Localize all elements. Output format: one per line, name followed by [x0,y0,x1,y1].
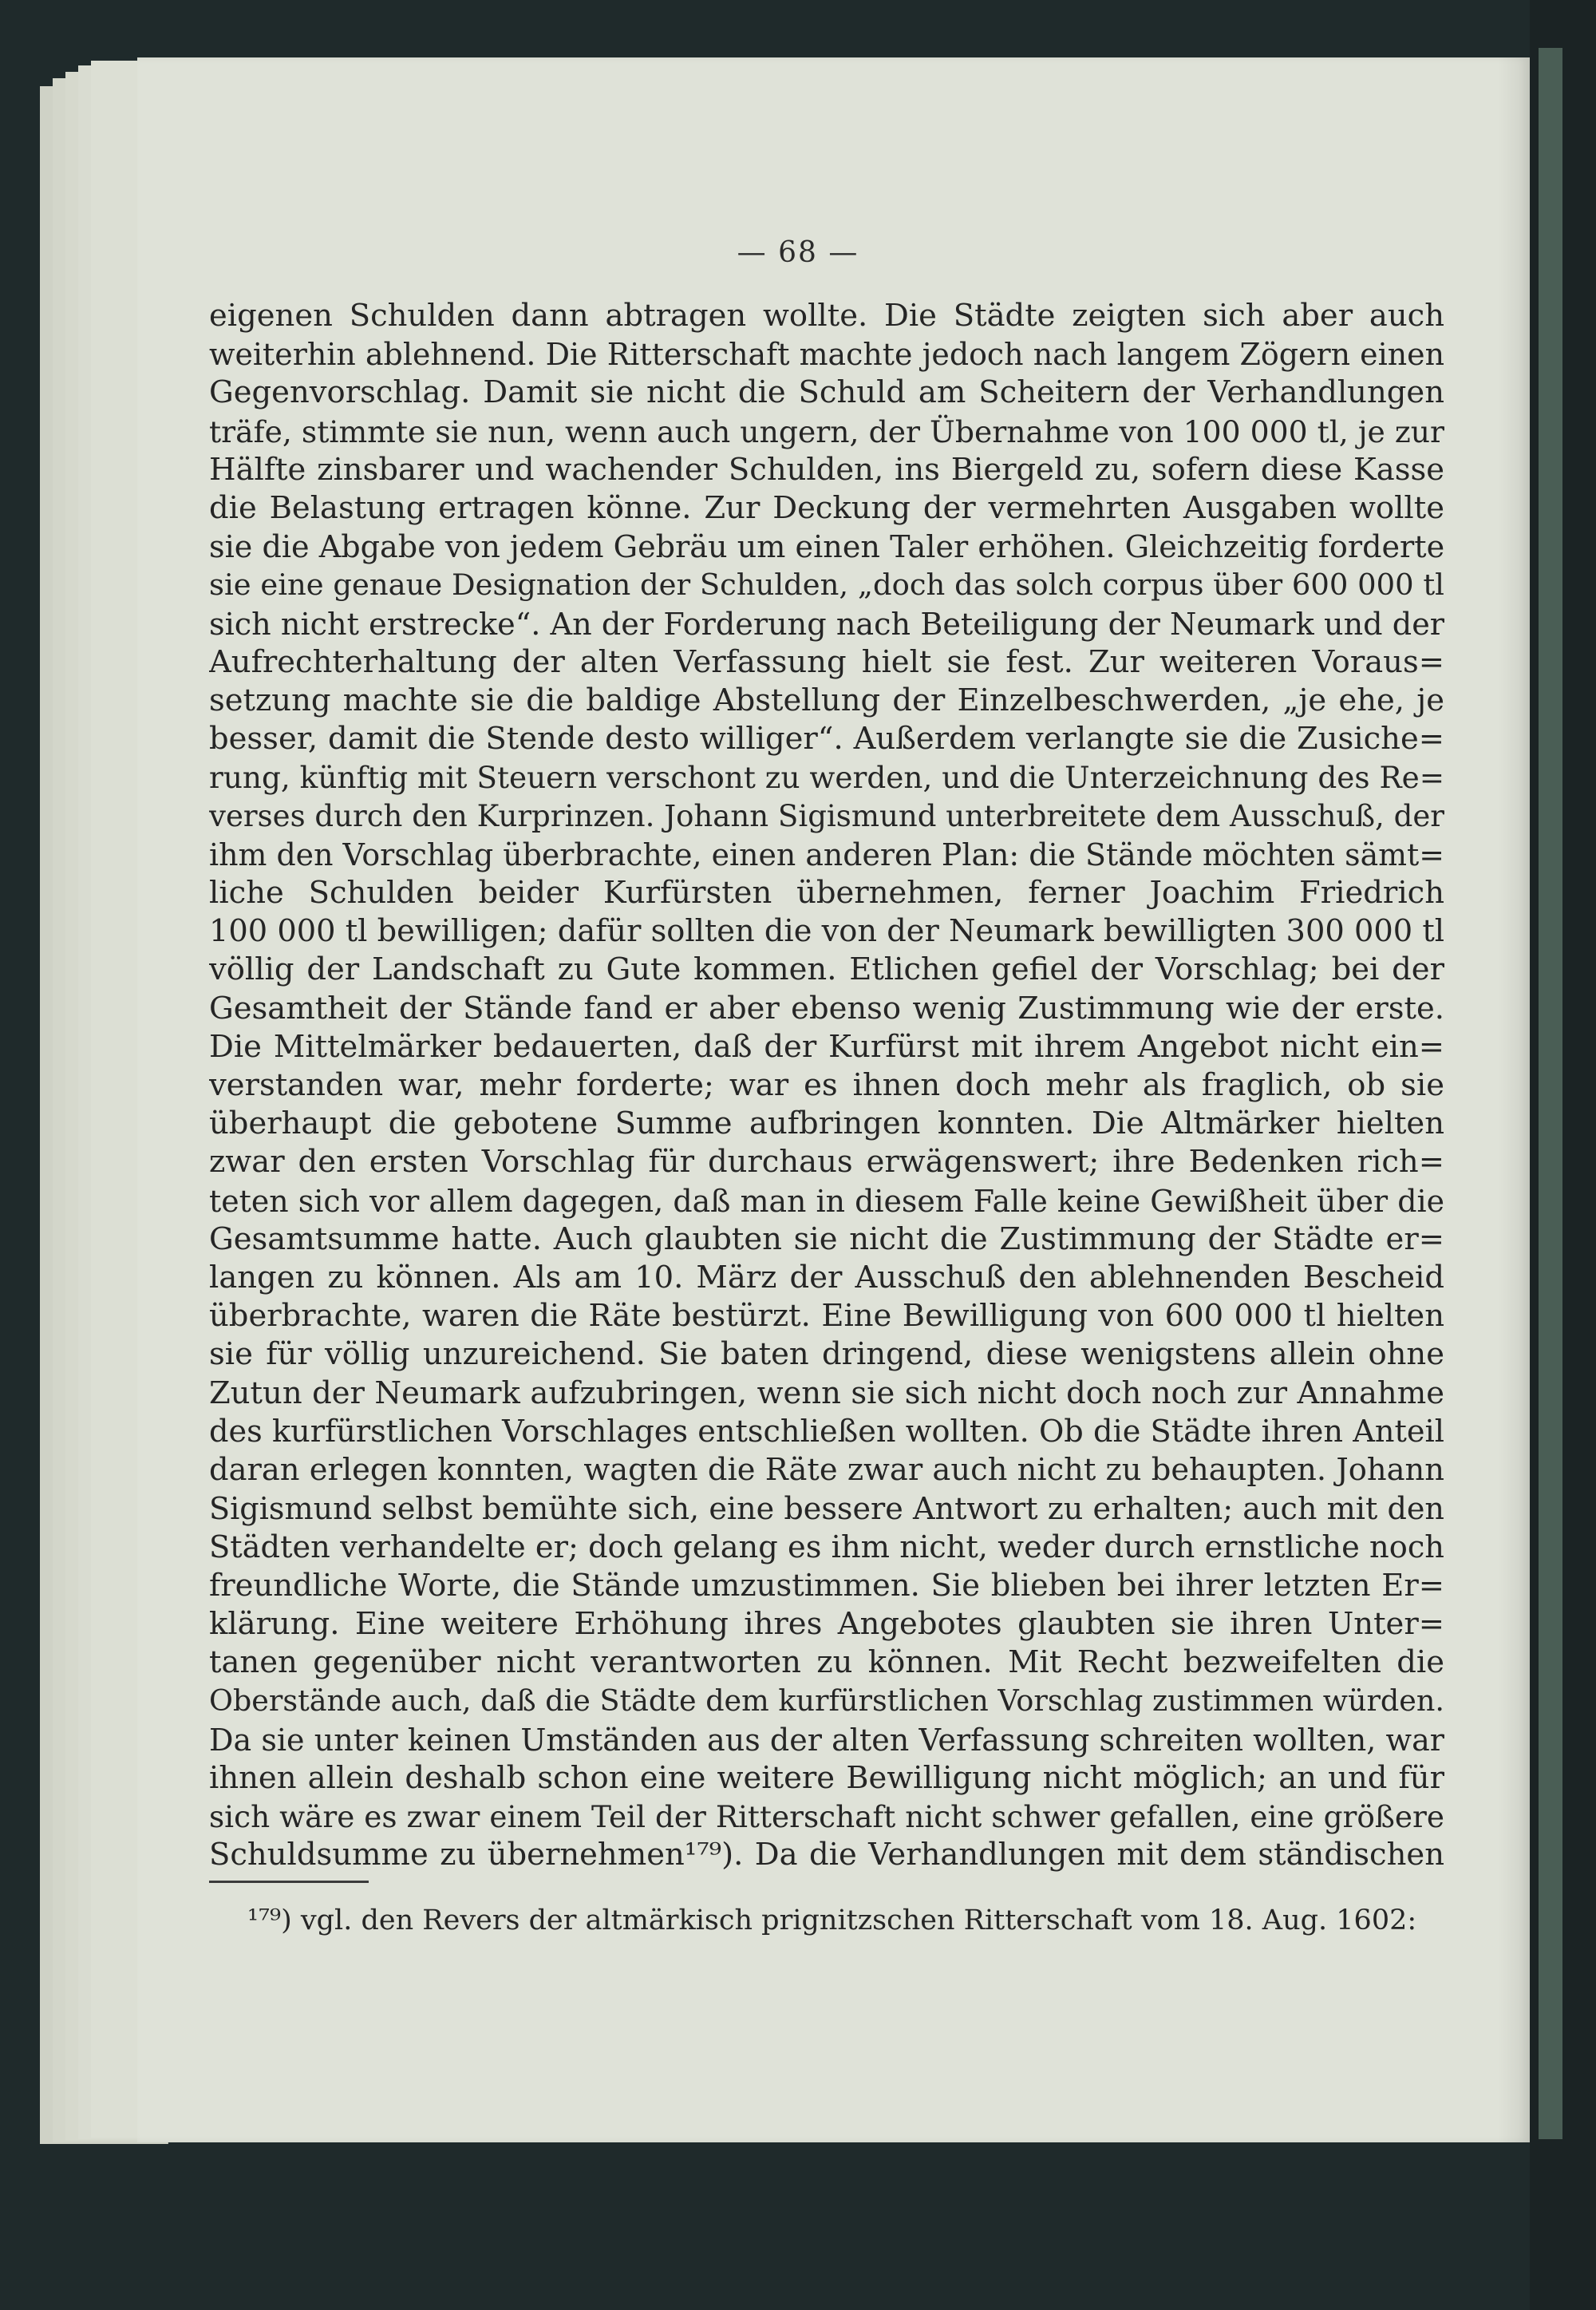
text-line: rung, künftig mit Steuern verschont zu werden, und die Unterzeichnung des Re= [209,760,1444,796]
text-line: des kurfürstlichen Vorschlages entschließen wollten. Ob die Städte ihren Anteil [209,1413,1444,1450]
text-line: 100 000 tl bewilligen; dafür sollten die von der Neumark bewilligten 300 000 tl [209,913,1444,950]
text-line: ihnen allein deshalb schon eine weitere Bewilligung nicht möglich; an und für [209,1759,1444,1796]
text-line: liche Schulden beider Kurfürsten übernehmen, ferner Joachim Friedrich [209,875,1444,912]
text-line: Gesamtheit der Stände fand er aber ebenso wenig Zustimmung wie der erste. [209,990,1444,1026]
text-line: Da sie unter keinen Umständen aus der alten Verfassung schreiten wollten, war [209,1722,1444,1758]
facing-page-edge [1539,48,1562,2139]
text-line: Städten verhandelte er; doch gelang es ihm nicht, weder durch ernstliche noch [209,1529,1444,1565]
text-line: völlig der Landschaft zu Gute kommen. Etlichen gefiel der Vorschlag; bei der [209,951,1444,988]
text-line: daran erlegen konnten, wagten die Räte zwar auch nicht zu behaupten. Johann [209,1452,1444,1489]
text-line: überhaupt die gebotene Summe aufbringen konnten. Die Altmärker hielten [209,1106,1444,1142]
text-line: Oberstände auch, daß die Städte dem kurfürstlichen Vorschlag zustimmen würden. [209,1683,1444,1719]
page-number: — 68 — [737,236,859,269]
text-line: teten sich vor allem dagegen, daß man in diesem Falle keine Gewißheit über die [209,1183,1444,1219]
text-line: ihm den Vorschlag überbrachte, einen anderen Plan: die Stände möchten sämt= [209,837,1444,872]
text-line: tanen gegenüber nicht verantworten zu können. Mit Recht bezweifelten die [209,1644,1444,1681]
text-line: Zutun der Neumark aufzubringen, wenn sie sich nicht doch noch zur Annahme [209,1375,1444,1411]
text-line: verstanden war, mehr forderte; war es ihnen doch mehr als fraglich, ob sie [209,1067,1444,1104]
text-line: besser, damit die Stende desto williger“. Außerdem verlangte sie die Zusiche= [209,721,1444,757]
text-line: sich nicht erstrecke“. An der Forderung nach Beteiligung der Neumark und der [209,606,1444,642]
footnote: ¹⁷⁹) vgl. den Revers der altmärkisch prignitzschen Ritterschaft vom 18. Aug. 1602: [247,1905,1417,1936]
text-line: Schuldsumme zu übernehmen¹⁷⁹). Da die Verhandlungen mit dem ständischen [209,1837,1444,1873]
text-line: setzung machte sie die baldige Abstellung der Einzelbeschwerden, „je ehe, je [209,682,1444,719]
text-line: die Belastung ertragen könne. Zur Deckung der vermehrten Ausgaben wollte [209,490,1444,527]
text-line: freundliche Worte, die Stände umzustimmen. Sie blieben bei ihrer letzten Er= [209,1567,1444,1604]
text-line: Hälfte zinsbarer und wachender Schulden, ins Biergeld zu, sofern diese Kasse [209,451,1444,488]
text-line: träfe, stimmte sie nun, wenn auch ungern, der Übernahme von 100 000 tl, je zur [209,413,1444,449]
text-line: Die Mittelmärker bedauerten, daß der Kurfürst mit ihrem Angebot nicht ein= [209,1028,1444,1065]
text-line: Sigismund selbst bemühte sich, eine bessere Antwort zu erhalten; auch mit den [209,1491,1444,1527]
text-line: sich wäre es zwar einem Teil der Ritterschaft nicht schwer gefallen, eine größere [209,1798,1444,1834]
text-line: sie für völlig unzureichend. Sie baten dringend, diese wenigstens allein ohne [209,1336,1444,1373]
text-line: Gegenvorschlag. Damit sie nicht die Schuld am Scheitern der Verhandlungen [209,374,1444,411]
text-line: zwar den ersten Vorschlag für durchaus erwägenswert; ihre Bedenken rich= [209,1144,1444,1181]
text-line: eigenen Schulden dann abtragen wollte. Die Städte zeigten sich aber auch [209,298,1444,334]
text-line: sie die Abgabe von jedem Gebräu um einen Taler erhöhen. Gleichzeitig forderte [209,529,1444,565]
body-text [209,297,1444,1874]
text-line: langen zu können. Als am 10. März der Ausschuß den ablehnenden Bescheid [209,1260,1444,1296]
text-line: weiterhin ablehnend. Die Ritterschaft machte jedoch nach langem Zögern einen [209,337,1444,373]
text-line: überbrachte, waren die Räte bestürzt. Eine Bewilligung von 600 000 tl hielten [209,1298,1444,1335]
text-line: Aufrechterhaltung der alten Verfassung hielt sie fest. Zur weiteren Voraus= [209,643,1444,680]
text-line: klärung. Eine weitere Erhöhung ihres Angebotes glaubten sie ihren Unter= [209,1605,1444,1642]
text-line: sie eine genaue Designation der Schulden, „doch das solch corpus über 600 000 tl [209,568,1444,603]
footnote-rule [209,1881,369,1883]
text-line: Gesamtsumme hatte. Auch glaubten sie nicht die Zustimmung der Städte er= [209,1220,1444,1257]
gutter-shadow [1498,57,1530,2142]
text-line: verses durch den Kurprinzen. Johann Sigismund unterbreitete dem Ausschuß, der [209,798,1444,833]
